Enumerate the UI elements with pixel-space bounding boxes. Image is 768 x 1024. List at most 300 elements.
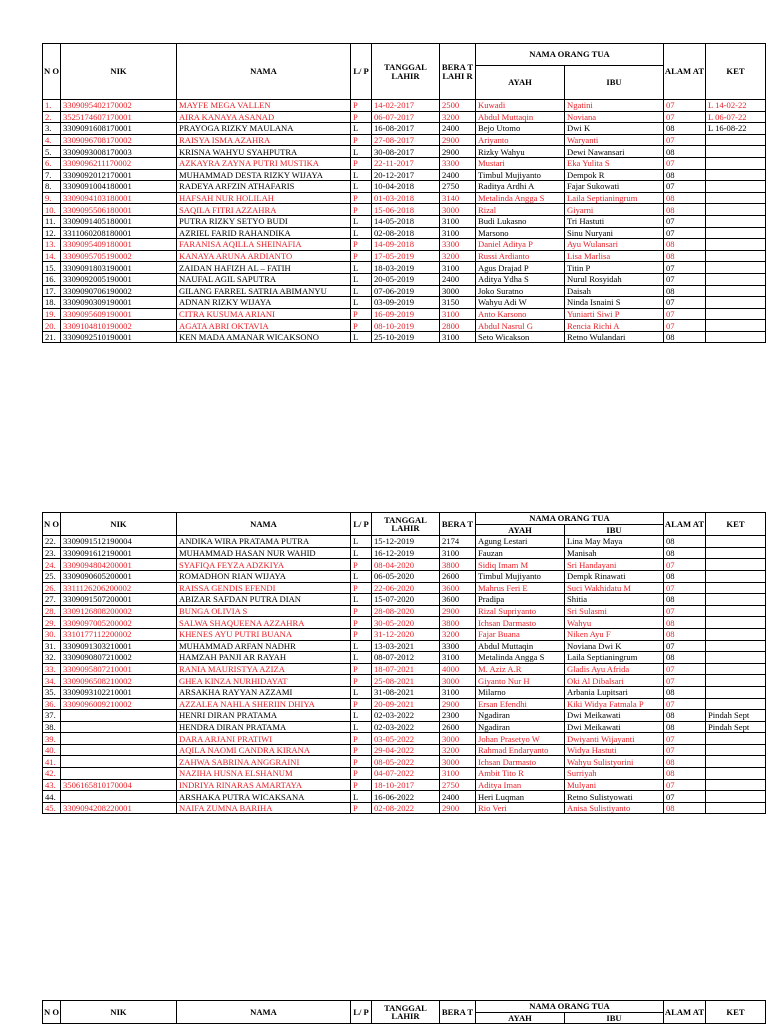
cell-ibu: Laila Septianingrum [565,652,664,664]
cell-ayah: Mahrus Feri E [476,582,565,594]
cell-alamat: 08 [664,204,706,216]
cell-berat-lahir: 3000 [440,285,476,297]
cell-nik: 3309092005190001 [61,273,177,285]
cell-ibu: Noviana [565,111,664,123]
cell-alamat: 08 [664,536,706,548]
cell-alamat: 07 [664,157,706,169]
cell-ibu: Titin P [565,262,664,274]
cell-lp: L [351,570,372,582]
cell-nama: HENRI DIRAN PRATAMA [177,710,351,722]
cell-alamat: 08 [664,756,706,768]
cell-ket: Pindah Sept [706,721,766,733]
header-nama: NAMA [177,513,351,536]
table-row [43,570,766,582]
cell-ibu: Tri Hastuti [565,215,664,227]
cell-alamat: 07 [664,320,706,332]
cell-nik: 3309092510190001 [61,331,177,343]
cell-ibu: Ngatini [565,100,664,112]
register-table-3 [42,1000,766,1024]
cell-lp: L [351,123,372,135]
cell-ket [706,227,766,239]
cell-no: 4. [43,134,61,146]
cell-berat-lahir: 3100 [440,652,476,664]
cell-ibu: Ayu Wulansari [565,239,664,251]
cell-lp: L [351,791,372,803]
cell-nama: GILANG FARREL SATRIA ABIMANYU [177,285,351,297]
cell-no: 13. [43,239,61,251]
cell-ayah: Kuwadi [476,100,565,112]
cell-ket [706,768,766,780]
cell-ayah: Metalinda Angga S [476,192,565,204]
cell-berat-lahir: 2300 [440,710,476,722]
cell-alamat: 08 [664,250,706,262]
cell-ibu: Lisa Marlisa [565,250,664,262]
header-ket: KET [706,1001,766,1024]
header-no: N O [43,513,61,536]
cell-berat-lahir: 3200 [440,111,476,123]
cell-ayah: Timbul Mujiyanto [476,169,565,181]
table-row [43,181,766,193]
cell-ibu: Noviana Dwi K [565,640,664,652]
cell-berat-lahir: 2900 [440,146,476,158]
cell-no: 14. [43,250,61,262]
cell-no: 23. [43,547,61,559]
cell-nama: ZAHWA SABRINA ANGGRAINI [177,756,351,768]
table-row [43,756,766,768]
cell-ibu: Daisah [565,285,664,297]
table-row [43,779,766,791]
cell-ayah: Agung Lestari [476,536,565,548]
header-ibu: IBU [565,1012,664,1024]
cell-ket [706,605,766,617]
cell-lp: L [351,721,372,733]
cell-ayah: Mustari [476,157,565,169]
cell-alamat: 08 [664,686,706,698]
cell-nama: ARSAKHA RAYYAN AZZAMI [177,686,351,698]
cell-berat-lahir: 2900 [440,134,476,146]
cell-lp: L [351,227,372,239]
cell-lp: P [351,308,372,320]
cell-nik: 3309095506180001 [61,204,177,216]
cell-ayah: Seto Wicakson [476,331,565,343]
table-row [43,686,766,698]
cell-nik [61,733,177,745]
cell-ibu: Sri Handayani [565,559,664,571]
cell-nama: FARANISA AQILLA SHEINAFIA [177,239,351,251]
cell-ibu: Nurul Rosyidah [565,273,664,285]
cell-ket [706,547,766,559]
cell-alamat: 07 [664,181,706,193]
cell-berat-lahir: 3000 [440,733,476,745]
table-row [43,536,766,548]
cell-no: 21. [43,331,61,343]
cell-alamat: 07 [664,100,706,112]
cell-tanggal-lahir: 16-06-2022 [372,791,440,803]
cell-no: 27. [43,594,61,606]
cell-tanggal-lahir: 14-05-2018 [372,215,440,227]
register-table-2 [42,512,766,814]
cell-ket [706,733,766,745]
header-nama-orang-tua: NAMA ORANG TUA [476,513,664,525]
header-nama: NAMA [177,1001,351,1024]
cell-ket [706,157,766,169]
cell-nama: ZAIDAN HAFIZH AL – FATIH [177,262,351,274]
cell-no: 42. [43,768,61,780]
header-berat: BERA T [440,513,476,536]
table-row [43,663,766,675]
cell-berat-lahir: 3150 [440,297,476,309]
cell-tanggal-lahir: 02-03-2022 [372,721,440,733]
cell-nama: AZZALEA NAHLA SHERIIN DHIYA [177,698,351,710]
cell-berat-lahir: 2400 [440,169,476,181]
cell-ayah: Ngadiran [476,710,565,722]
cell-ket [706,791,766,803]
cell-nik: 3309097005200002 [61,617,177,629]
cell-tanggal-lahir: 25-08-2021 [372,675,440,687]
cell-ayah: Sidiq Imam M [476,559,565,571]
cell-ayah: Abdul Muttaqin [476,111,565,123]
cell-lp: L [351,146,372,158]
cell-berat-lahir: 3200 [440,628,476,640]
cell-alamat: 07 [664,791,706,803]
cell-nik: 3309092012170001 [61,169,177,181]
cell-ket [706,285,766,297]
cell-tanggal-lahir: 15-07-2020 [372,594,440,606]
header-nama-orang-tua: NAMA ORANG TUA [476,44,664,66]
table-row [43,628,766,640]
cell-lp: L [351,640,372,652]
cell-no: 34. [43,675,61,687]
cell-ibu: Dempok R [565,169,664,181]
cell-tanggal-lahir: 16-12-2019 [372,547,440,559]
cell-ket [706,331,766,343]
cell-ayah: Bejo Utomo [476,123,565,135]
cell-tanggal-lahir: 28-08-2020 [372,605,440,617]
header-nik: NIK [61,1001,177,1024]
cell-lp: P [351,617,372,629]
cell-no: 6. [43,157,61,169]
header-ket: KET [706,513,766,536]
cell-nik: 3309095807210001 [61,663,177,675]
cell-alamat: 07 [664,227,706,239]
cell-berat-lahir: 2400 [440,123,476,135]
cell-berat-lahir: 2900 [440,698,476,710]
cell-lp: P [351,756,372,768]
cell-ket [706,134,766,146]
header-lp: L/ P [351,1001,372,1024]
cell-nama: AZRIEL FARID RAHANDIKA [177,227,351,239]
cell-no: 33. [43,663,61,675]
cell-tanggal-lahir: 17-05-2019 [372,250,440,262]
cell-no: 10. [43,204,61,216]
cell-lp: L [351,215,372,227]
cell-ket [706,756,766,768]
header-ket: KET [706,44,766,100]
table-row [43,652,766,664]
cell-nik [61,791,177,803]
cell-nama: ANDIKA WIRA PRATAMA PUTRA [177,536,351,548]
register-table-1 [42,43,766,343]
cell-no: 26. [43,582,61,594]
cell-ibu: Mulyani [565,779,664,791]
cell-no: 44. [43,791,61,803]
table-row [43,250,766,262]
cell-no: 5. [43,146,61,158]
cell-ibu: Fajar Sukowati [565,181,664,193]
cell-no: 12. [43,227,61,239]
cell-ibu: Sinu Nuryani [565,227,664,239]
cell-berat-lahir: 2900 [440,605,476,617]
cell-tanggal-lahir: 18-03-2019 [372,262,440,274]
cell-ibu: Retno Sulistyowati [565,791,664,803]
cell-nik: 3309095609190001 [61,308,177,320]
cell-nik: 3309094103180001 [61,192,177,204]
cell-lp: P [351,698,372,710]
cell-lp: P [351,320,372,332]
cell-tanggal-lahir: 15-06-2018 [372,204,440,216]
cell-alamat: 07 [664,733,706,745]
cell-nik [61,756,177,768]
cell-berat-lahir: 3100 [440,308,476,320]
cell-berat-lahir: 3000 [440,204,476,216]
cell-alamat: 07 [664,134,706,146]
cell-nik: 3309090807210002 [61,652,177,664]
cell-lp: P [351,779,372,791]
cell-no: 29. [43,617,61,629]
cell-lp: P [351,605,372,617]
cell-alamat: 08 [664,547,706,559]
cell-ayah: Heri Luqman [476,791,565,803]
cell-ket [706,779,766,791]
cell-alamat: 08 [664,628,706,640]
cell-lp: P [351,802,372,814]
cell-ayah: Metalinda Angga S [476,652,565,664]
cell-lp: L [351,297,372,309]
cell-ibu: Niken Ayu F [565,628,664,640]
cell-lp: P [351,582,372,594]
table-row [43,273,766,285]
table-row [43,262,766,274]
cell-ibu: Suci Wakhidatu M [565,582,664,594]
cell-tanggal-lahir: 01-03-2018 [372,192,440,204]
cell-no: 1. [43,100,61,112]
table-row [43,111,766,123]
cell-alamat: 08 [664,146,706,158]
cell-nama: HAFSAH NUR HOLILAH [177,192,351,204]
cell-no: 24. [43,559,61,571]
cell-nama: AIRA KANAYA ASANAD [177,111,351,123]
cell-no: 39. [43,733,61,745]
cell-lp: L [351,262,372,274]
cell-tanggal-lahir: 16-09-2019 [372,308,440,320]
cell-ayah: Raditya Ardhi A [476,181,565,193]
cell-nama: KEN MADA AMANAR WICAKSONO [177,331,351,343]
cell-tanggal-lahir: 08-05-2022 [372,756,440,768]
header-nama: NAMA [177,44,351,100]
cell-nik: 3310177112200002 [61,628,177,640]
cell-alamat: 08 [664,594,706,606]
cell-alamat: 08 [664,331,706,343]
cell-lp: P [351,204,372,216]
cell-lp: L [351,652,372,664]
cell-nama: MAYFE MEGA VALLEN [177,100,351,112]
cell-ibu: Laila Septianingrum [565,192,664,204]
cell-tanggal-lahir: 30-05-2020 [372,617,440,629]
cell-ket [706,169,766,181]
table-row [43,169,766,181]
cell-berat-lahir: 3100 [440,262,476,274]
header-nama-orang-tua: NAMA ORANG TUA [476,1001,664,1013]
cell-nik: 3311126206200002 [61,582,177,594]
cell-alamat: 07 [664,582,706,594]
cell-nama: NAZIHA HUSNA ELSHANUM [177,768,351,780]
cell-ayah: Ichsan Darmasto [476,756,565,768]
cell-no: 11. [43,215,61,227]
cell-nik: 3525174607170001 [61,111,177,123]
cell-ket [706,262,766,274]
cell-lp: P [351,768,372,780]
table-row [43,297,766,309]
cell-ket: L 14-02-22 [706,100,766,112]
cell-tanggal-lahir: 20-05-2019 [372,273,440,285]
header-ayah: AYAH [476,1012,565,1024]
table-row [43,721,766,733]
cell-nama: MUHAMMAD ARFAN NADHR [177,640,351,652]
cell-nama: RADEYA ARFZIN ATHAFARIS [177,181,351,193]
cell-nama: NAIFA ZUMNA BARIHA [177,802,351,814]
cell-lp: P [351,663,372,675]
cell-berat-lahir: 3140 [440,192,476,204]
cell-nama: HENDRA DIRAN PRATAMA [177,721,351,733]
header-tanggal-lahir: TANGGAL LAHIR [372,44,440,100]
cell-ibu: Arbania Lupitsari [565,686,664,698]
cell-ayah: Russi Ardianto [476,250,565,262]
cell-nama: KANAYA ARUNA ARDIANTO [177,250,351,262]
cell-tanggal-lahir: 03-09-2019 [372,297,440,309]
cell-nama: PUTRA RIZKY SETYO BUDI [177,215,351,227]
header-alamat: ALAM AT [664,44,706,100]
cell-ket [706,640,766,652]
cell-no: 15. [43,262,61,274]
cell-ayah: Ariyanto [476,134,565,146]
cell-alamat: 07 [664,640,706,652]
cell-ayah: Budi Lukasno [476,215,565,227]
cell-nik: 3309090605200001 [61,570,177,582]
cell-berat-lahir: 3100 [440,227,476,239]
cell-no: 17. [43,285,61,297]
cell-lp: P [351,134,372,146]
cell-no: 16. [43,273,61,285]
cell-nama: SAQILA FITRI AZZAHRA [177,204,351,216]
cell-berat-lahir: 3300 [440,640,476,652]
cell-berat-lahir: 2900 [440,802,476,814]
cell-no: 40. [43,744,61,756]
cell-tanggal-lahir: 06-05-2020 [372,570,440,582]
header-nik: NIK [61,44,177,100]
cell-no: 35. [43,686,61,698]
cell-nama: ABIZAR SAFDAN PUTRA DIAN [177,594,351,606]
cell-nama: KHENES AYU PUTRI BUANA [177,628,351,640]
cell-tanggal-lahir: 31-08-2021 [372,686,440,698]
cell-alamat: 07 [664,744,706,756]
cell-lp: P [351,733,372,745]
table-row [43,320,766,332]
cell-berat-lahir: 3200 [440,250,476,262]
cell-alamat: 07 [664,111,706,123]
cell-ayah: Aditya Ydha S [476,273,565,285]
cell-nama: MUHAMMAD DESTA RIZKY WIJAYA [177,169,351,181]
cell-berat-lahir: 3100 [440,686,476,698]
cell-ibu: Widya Hastuti [565,744,664,756]
cell-ket [706,181,766,193]
cell-nik: 3309093102210001 [61,686,177,698]
table-row [43,157,766,169]
cell-lp: P [351,744,372,756]
cell-alamat: 07 [664,262,706,274]
header-ibu: IBU [565,66,664,100]
cell-tanggal-lahir: 06-07-2017 [372,111,440,123]
cell-tanggal-lahir: 27-08-2017 [372,134,440,146]
table-row [43,675,766,687]
cell-tanggal-lahir: 10-04-2018 [372,181,440,193]
cell-ayah: Ersan Efendhi [476,698,565,710]
cell-lp: P [351,239,372,251]
cell-nama: ADNAN RIZKY WIJAYA [177,297,351,309]
header-no: N O [43,44,61,100]
cell-ket [706,628,766,640]
cell-ayah: Wahyu Adi W [476,297,565,309]
cell-alamat: 07 [664,273,706,285]
table-row [43,123,766,135]
cell-alamat: 07 [664,675,706,687]
header-lp: L/ P [351,44,372,100]
table-row [43,308,766,320]
cell-nama: BUNGA OLIVIA S [177,605,351,617]
cell-ket [706,192,766,204]
cell-ibu: Dewi Nawansari [565,146,664,158]
table-row [43,744,766,756]
cell-nama: HAMZAH PANJI AR RAYAH [177,652,351,664]
cell-nama: SALWA SHAQUEENA AZZAHRA [177,617,351,629]
cell-tanggal-lahir: 02-03-2022 [372,710,440,722]
cell-ket [706,146,766,158]
cell-nama: CITRA KUSUMA ARIANI [177,308,351,320]
cell-ayah: Johan Prasetyo W [476,733,565,745]
cell-alamat: 07 [664,663,706,675]
cell-no: 45. [43,802,61,814]
cell-ibu: Dempk Rinawati [565,570,664,582]
cell-berat-lahir: 2174 [440,536,476,548]
cell-tanggal-lahir: 04-07-2022 [372,768,440,780]
cell-ayah: Rizal Supriyanto [476,605,565,617]
table-row [43,215,766,227]
cell-alamat: 08 [664,570,706,582]
cell-berat-lahir: 3100 [440,215,476,227]
cell-nik: 3309096009210002 [61,698,177,710]
cell-lp: P [351,192,372,204]
cell-lp: L [351,547,372,559]
cell-lp: L [351,594,372,606]
cell-ket [706,570,766,582]
cell-no: 43. [43,779,61,791]
cell-nama: RAISSA GENDIS EFENDI [177,582,351,594]
cell-alamat: 07 [664,605,706,617]
cell-tanggal-lahir: 31-12-2020 [372,628,440,640]
cell-berat-lahir: 4000 [440,663,476,675]
cell-ayah: Ngadiran [476,721,565,733]
cell-no: 20. [43,320,61,332]
cell-alamat: 08 [664,123,706,135]
